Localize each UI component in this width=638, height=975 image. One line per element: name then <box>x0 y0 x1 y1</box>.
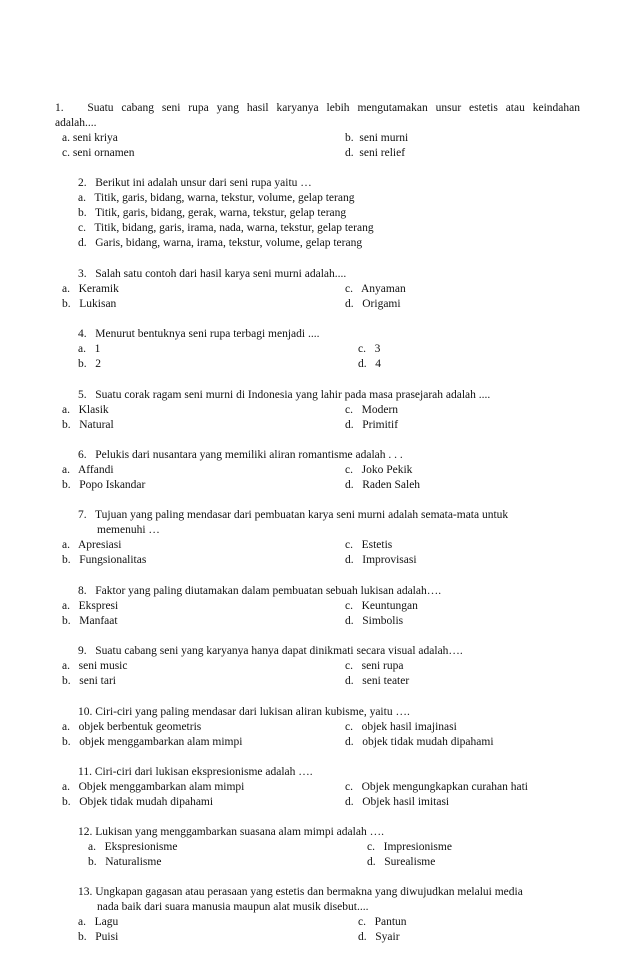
option-c: c. Keuntungan <box>345 600 418 612</box>
option-d: d. Garis, bidang, warna, irama, tekstur, volume, gelap terang <box>78 237 363 249</box>
option-b: b. Manfaat <box>62 615 118 627</box>
option-b: b. Puisi <box>78 931 119 943</box>
option-a: a. Affandi <box>62 464 114 476</box>
option-b: b. seni tari <box>62 675 116 687</box>
option-d: d. Origami <box>345 298 401 310</box>
option-a: a. seni music <box>62 660 128 672</box>
option-a: a. Titik, garis, bidang, warna, tekstur, volume, gelap terang <box>78 192 355 204</box>
option-c: c. Estetis <box>345 539 393 551</box>
option-c: c. Titik, bidang, garis, irama, nada, warna, tekstur, gelap terang <box>78 222 374 234</box>
option-b: b. Natural <box>62 419 114 431</box>
option-c: c. seni ornamen <box>62 147 135 159</box>
option-d: d. objek tidak mudah dipahami <box>345 736 494 748</box>
question-11-text: 11. Ciri-ciri dari lukisan ekspresionisme adalah …. <box>78 766 313 778</box>
option-c: c. Joko Pekik <box>345 464 413 476</box>
option-b: b. Fungsionalitas <box>62 554 147 566</box>
option-c: c. seni rupa <box>345 660 404 672</box>
option-d: d. seni teater <box>345 675 410 687</box>
question-9-text: 9. Suatu cabang seni yang karyanya hanya dapat dinikmati secara visual adalah…. <box>78 645 463 657</box>
option-a: a. Lagu <box>78 916 119 928</box>
question-stem: Suatu cabang seni rupa yang hasil karyanya lebih mengutamakan unsur estetis atau keindahan <box>87 102 581 114</box>
option-a: a. Klasik <box>62 404 109 416</box>
option-d: d. Simbolis <box>345 615 404 627</box>
option-b: b. Lukisan <box>62 298 117 310</box>
option-d: d. Objek hasil imitasi <box>345 796 450 808</box>
option-b: b. 2 <box>78 358 101 370</box>
option-b: b. Naturalisme <box>88 856 162 868</box>
question-1-continuation: adalah.... <box>55 117 97 129</box>
question-3-text: 3. Salah satu contoh dari hasil karya seni murni adalah.... <box>78 268 347 280</box>
option-b: b. objek menggambarkan alam mimpi <box>62 736 243 748</box>
option-c: c. Impresionisme <box>367 841 452 853</box>
option-c: c. Anyaman <box>345 283 406 295</box>
option-b: b. seni murni <box>345 132 409 144</box>
option-b: b. Objek tidak mudah dipahami <box>62 796 214 808</box>
option-c: c. objek hasil imajinasi <box>345 721 457 733</box>
option-d: d. Syair <box>358 931 400 943</box>
option-d: d. Improvisasi <box>345 554 417 566</box>
question-10-text: 10. Ciri-ciri yang paling mendasar dari lukisan aliran kubisme, yaitu …. <box>78 706 410 718</box>
question-13-continuation: nada baik dari suara manusia maupun alat musik disebut.... <box>97 901 369 913</box>
option-d: d. 4 <box>358 358 381 370</box>
option-d: d. Raden Saleh <box>345 479 421 491</box>
option-b: b. Titik, garis, bidang, gerak, warna, tekstur, gelap terang <box>78 207 347 219</box>
question-1-text <box>55 101 580 115</box>
question-6-text: 6. Pelukis dari nusantara yang memiliki aliran romantisme adalah . . . <box>78 449 403 461</box>
option-a: a. Apresiasi <box>62 539 122 551</box>
option-b: b. Popo Iskandar <box>62 479 146 491</box>
option-a: a. Ekspresi <box>62 600 119 612</box>
option-a: a. objek berbentuk geometris <box>62 721 202 733</box>
option-c: c. Pantun <box>358 916 407 928</box>
option-a: a. 1 <box>78 343 101 355</box>
option-d: d. Primitif <box>345 419 399 431</box>
option-d: d. Surealisme <box>367 856 436 868</box>
question-8-text: 8. Faktor yang paling diutamakan dalam pembuatan sebuah lukisan adalah…. <box>78 585 442 597</box>
option-c: c. Modern <box>345 404 399 416</box>
option-c: c. 3 <box>358 343 381 355</box>
option-a: a. seni kriya <box>62 132 118 144</box>
question-5-text: 5. Suatu corak ragam seni murni di Indonesia yang lahir pada masa prasejarah adalah .... <box>78 389 491 401</box>
question-7-text: 7. Tujuan yang paling mendasar dari pembuatan karya seni murni adalah semata-mata untuk <box>78 509 509 521</box>
question-4-text: 4. Menurut bentuknya seni rupa terbagi menjadi .... <box>78 328 320 340</box>
option-a: a. Ekspresionisme <box>88 841 178 853</box>
question-7-continuation: memenuhi … <box>97 524 160 536</box>
question-number: 1. <box>55 102 64 114</box>
option-a: a. Objek menggambarkan alam mimpi <box>62 781 245 793</box>
option-a: a. Keramik <box>62 283 119 295</box>
question-13-text: 13. Ungkapan gagasan atau perasaan yang estetis dan bermakna yang diwujudkan melalui media <box>78 886 523 898</box>
option-c: c. Objek mengungkapkan curahan hati <box>345 781 528 793</box>
question-12-text: 12. Lukisan yang menggambarkan suasana alam mimpi adalah …. <box>78 826 384 838</box>
question-2-text: 2. Berikut ini adalah unsur dari seni rupa yaitu … <box>78 177 312 189</box>
option-d: d. seni relief <box>345 147 406 159</box>
